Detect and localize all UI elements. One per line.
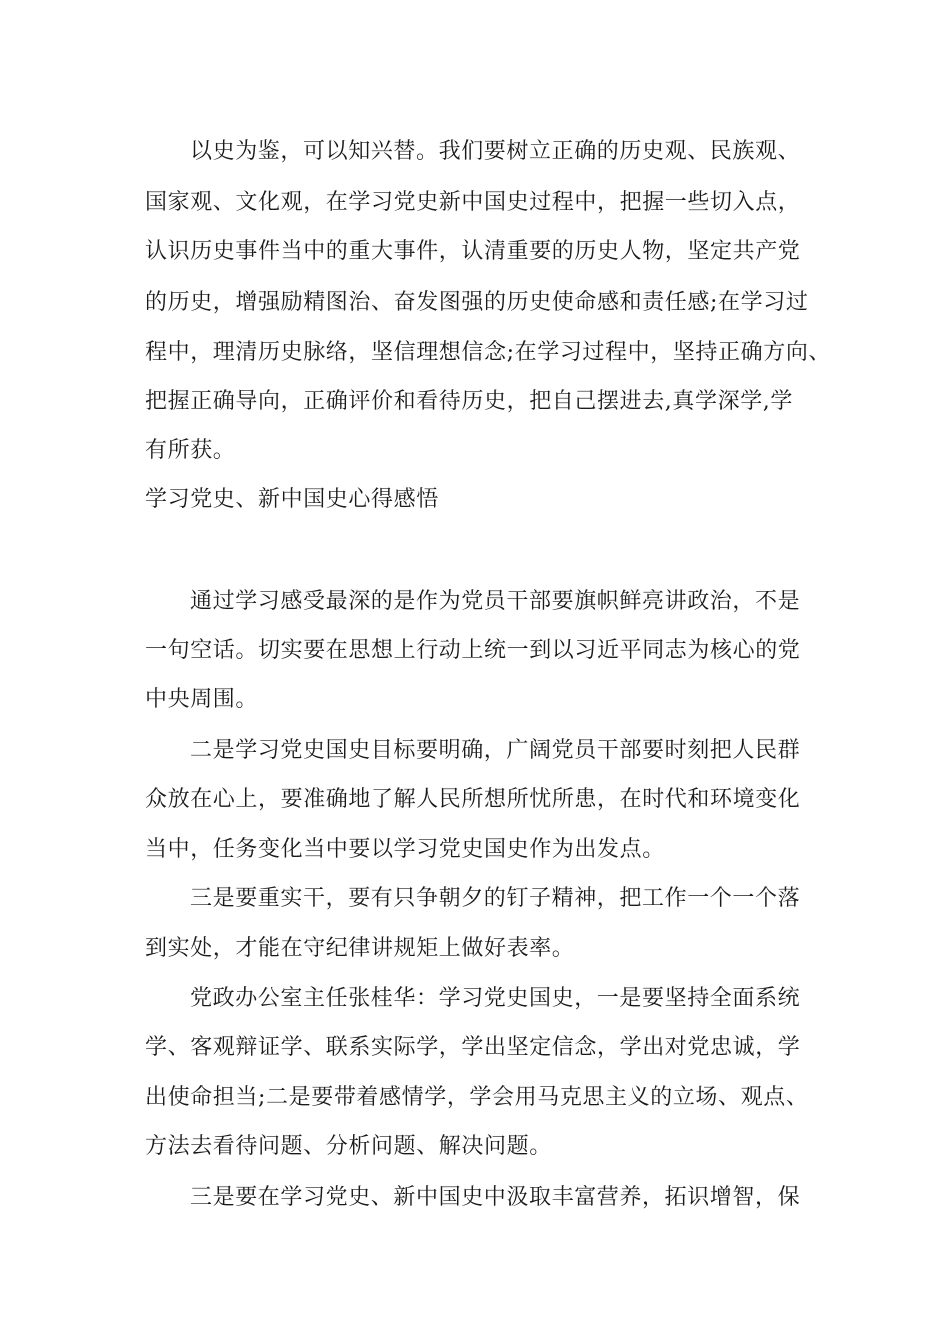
paragraph-1-line-7: 有所获。 [145,438,236,463]
paragraph-1-line-6: 把握正确导向，正确评价和看待历史，把自己摆进去,真学深学,学 [145,389,793,414]
paragraph-2-line-3: 中央周围。 [145,687,259,712]
section-heading: 学习党史、新中国史心得感悟 [145,487,439,512]
paragraph-1-line-5: 程中，理清历史脉络，坚信理想信念;在学习过程中，坚持正确方向、 [145,340,832,365]
paragraph-5-line-3: 出使命担当;二是要带着感情学，学会用马克思主义的立场、观点、 [145,1085,809,1110]
paragraph-5-line-2: 学、客观辩证学、联系实际学，学出坚定信念，学出对党忠诚，学 [145,1035,801,1060]
paragraph-2-line-2: 一句空话。切实要在思想上行动上统一到以习近平同志为核心的党 [145,638,801,663]
paragraph-3-line-3: 当中，任务变化当中要以学习党史国史作为出发点。 [145,837,665,862]
paragraph-5-line-4: 方法去看待问题、分析问题、解决问题。 [145,1134,552,1159]
paragraph-1-line-4: 的历史，增强励精图治、奋发图强的历史使命感和责任感;在学习过 [145,290,809,315]
paragraph-4-line-2: 到实处，才能在守纪律讲规矩上做好表率。 [145,936,575,961]
paragraph-2-line-1: 通过学习感受最深的是作为党员干部要旗帜鲜亮讲政治，不是 [190,589,801,614]
paragraph-5-line-1: 党政办公室主任张桂华：学习党史国史，一是要坚持全面系统 [190,986,801,1011]
paragraph-1-line-2: 国家观、文化观，在学习党史新中国史过程中，把握一些切入点， [145,190,801,215]
paragraph-6-line-1: 三是要在学习党史、新中国史中汲取丰富营养，拓识增智，保 [190,1185,801,1210]
paragraph-1-line-3: 认识历史事件当中的重大事件，认清重要的历史人物，坚定共产党 [145,239,801,264]
paragraph-3-line-2: 众放在心上，要准确地了解人民所想所忧所患，在时代和环境变化 [145,787,801,812]
paragraph-1-line-1: 以史为鉴，可以知兴替。我们要树立正确的历史观、民族观、 [190,139,801,164]
paragraph-3-line-1: 二是学习党史国史目标要明确，广阔党员干部要时刻把人民群 [190,738,801,763]
paragraph-4-line-1: 三是要重实干，要有只争朝夕的钉子精神，把工作一个一个落 [190,886,801,911]
